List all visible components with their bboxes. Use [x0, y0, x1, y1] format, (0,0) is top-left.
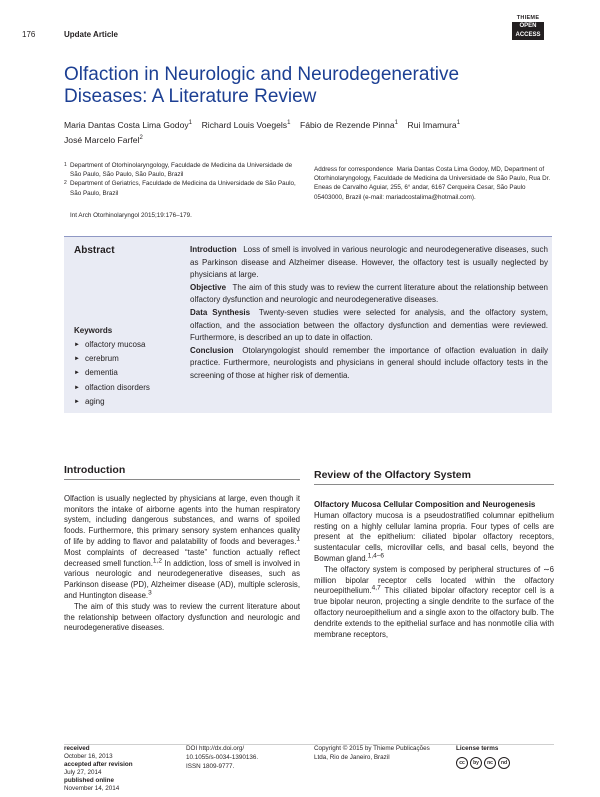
keywords-list	[74, 338, 150, 409]
abstract-section: Data Synthesis Twenty-seven studies were selected for analysis, and the olfactory system, olfaction, and the association between the olfactory dysfunction and dementias were reviewed. Furthermore, is described an up to date in olfaction.	[190, 307, 549, 343]
copyright: Copyright © 2015 by Thieme Publicações Ltda, Rio de Janeiro, Brazil	[314, 745, 430, 761]
license-label: License terms	[456, 745, 499, 752]
abstract-section: Introduction Loss of smell is involved in various neurologic and neurodegenerative diseases, such as Parkinson disease and Alzheimer disease. However, the olfactory test is usually neglected by physicians at large.	[190, 245, 548, 280]
cc-license-icons[interactable]	[456, 757, 510, 769]
citation: Int Arch Otorhinolaryngol 2015;19:176–179.	[70, 212, 192, 219]
abstract-body	[190, 244, 548, 383]
article-title: Olfaction in Neurologic and Neurodegenerative Diseases: A Literature Review	[64, 64, 460, 107]
affiliations: 1 Department of Otorhinolaryngology, Faculdade de Medicina da Universidade de São Paulo, São Paulo, São Paulo, Brazil 2 Department of Geriatrics, Faculdade de Medicina da Universidade de São Paulo, São Paulo, Brazil	[64, 162, 296, 197]
paragraph: Human olfactory mucosa is a pseudostratified columnar epithelium resting on a highly cellular lamina propria. Four types of cells are present at the epithelium: ciliated bipolar olfactory receptors, sustentacular cells, microvillar cells, and basal cells, beyond the Bowman gland.$^{1,4-6}$	[314, 510, 554, 563]
paragraph: The olfactory system is composed by peripheral structures of ∼6 million bipolar receptor cells located within the olfactory neuroepithelium.$^{4,7}$ This ciliated bipolar olfactory receptor cell is a true bipolar neuron, projecting a single dendrite to the surface of the olfactory neuroepithelium and a single axon to the olfactory bulb. The dendrite extends to the epithelial surface and has nonmotile cilia with membrane receptors,	[314, 564, 554, 639]
cc-icon: cc	[456, 757, 468, 769]
abstract-section: Conclusion Otolaryngologist should remember the importance of olfaction evaluation in daily practice. Furthermore, neurologists and physicians in general should include olfactory tests in the screening of those at higher risk of dementia.	[190, 345, 549, 380]
author: Rui Imamura	[407, 120, 457, 130]
section-label: Update Article	[64, 30, 118, 39]
introduction-column	[64, 465, 300, 634]
author: Maria Dantas Costa Lima Godoy	[64, 120, 189, 130]
cc-nd-icon: nd	[498, 757, 510, 769]
author-list: Maria Dantas Costa Lima Godoy$^1$ Richard Louis Voegels$^1$ Fábio de Rezende Pinna$^1$ Rui Imamura$^1$ José Marcelo Farfel$^2$	[64, 120, 461, 145]
introduction-heading: Introduction	[64, 465, 300, 480]
review-subheading: Olfactory Mucosa Cellular Composition and Neurogenesis	[314, 499, 536, 509]
keyword-item: ► olfactory mucosa	[74, 338, 150, 352]
author: José Marcelo Farfel	[64, 135, 140, 145]
keyword-item: ► aging	[74, 395, 150, 409]
abstract-title: Abstract	[74, 245, 115, 256]
page-number: 176	[22, 30, 36, 39]
author: Fábio de Rezende Pinna	[300, 120, 395, 130]
doi-info: DOI http://dx.doi.org/ 10.1055/s-0034-1390136. ISSN 1809-9777.	[186, 745, 259, 770]
correspondence: Address for correspondence Maria Dantas Costa Lima Godoy, MD, Department of Otorhinolaryngology, Faculdade de Medicina da Universidade de São Paulo, Rua Dr. Eneas de Carvalho Aguiar, 255, 6° andar, 6167 Cerqueira Cesar, São Paulo 05403000, Brazil (e-mail: mariadcostalima@hotmail.com).	[314, 166, 551, 201]
paragraph: Olfaction is usually neglected by physicians at large, even though it monitors the intake of airborne agents into the human respiratory system, including dangerous substances, and warns of spoiled foods. Furthermore, this primary sensory system enhances quality of life by adding to flavor and palatability of foods and beverages.$^1$ Most complaints of decreased “taste” function actually reflect decreased smell function.$^{1,2}$ In addiction, loss of smell is involved in various neurologic and neurodegenerative diseases, such as Parkinson disease (PD), Alzheimer disease (AD), multiple sclerosis, and Huntington disease.$^3$	[64, 493, 300, 600]
review-heading: Review of the Olfactory System	[314, 470, 554, 485]
keyword-item: ► dementia	[74, 366, 150, 380]
keywords-title: Keywords	[74, 326, 113, 335]
review-column	[314, 470, 554, 640]
history-dates: received October 16, 2013 accepted after revision July 27, 2014 published online November 14, 2014	[64, 745, 133, 792]
doi-link[interactable]: DOI http://dx.doi.org/	[186, 745, 245, 752]
keyword-item: ► olfaction disorders	[74, 381, 150, 395]
paragraph: The aim of this study was to review the current literature about the relationship between olfactory dysfunction and neurologic and neurodegenerative diseases.	[64, 601, 300, 633]
cc-by-icon: by	[470, 757, 482, 769]
cc-nc-icon: nc	[484, 757, 496, 769]
keyword-item: ► cerebrum	[74, 352, 150, 366]
abstract-section: Objective The aim of this study was to review the current literature about the relationship between olfactory dysfunction and neurologic and neurodegenerative diseases.	[190, 282, 549, 305]
author: Richard Louis Voegels	[201, 120, 288, 130]
thieme-open-access-logo: THIEME OPEN ACCESS	[512, 14, 544, 50]
